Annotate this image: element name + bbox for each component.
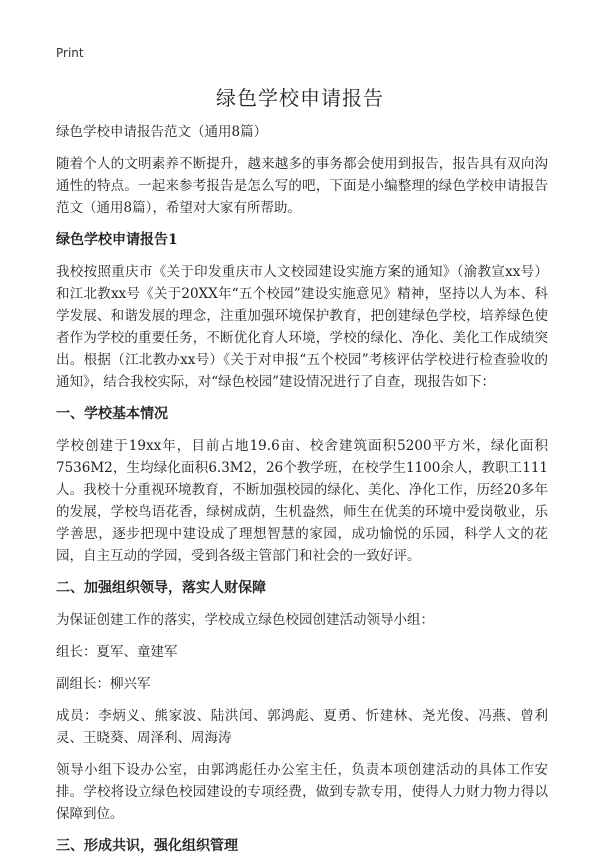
part3-heading: 三、形成共识，强化组织管理 xyxy=(56,838,238,854)
part1-heading: 一、学校基本情况 xyxy=(56,406,168,422)
document-body xyxy=(56,121,548,867)
part2-paragraph: 为保证创建工作的落实，学校成立绿色校园创建活动领导小组： xyxy=(56,612,434,628)
vice-leader-line: 副组长：柳兴军 xyxy=(56,676,151,692)
members-line: 成员：李炳义、熊家波、陆洪闰、郭鸿彪、夏勇、忻建林、尧光俊、冯燕、曾利灵、王晓葵、周泽利、周海涛 xyxy=(56,708,548,746)
part2-heading: 二、加强组织领导，落实人财保障 xyxy=(56,580,266,596)
document-subtitle: 绿色学校申请报告范文（通用8篇） xyxy=(56,124,268,140)
leader-line: 组长：夏军、童建军 xyxy=(56,644,178,660)
section-intro-paragraph: 我校按照重庆市《关于印发重庆市人文校园建设实施方案的通知》（渝教宣xx号）和江北教xx号《关于20XX年“五个校园”建设实施意见》精神，坚持以人为本、科学发展、和谐发展的理念，注重加强环境保护教育，把创建绿色学校，培养绿色使者作为学校的重要任务，不断优化育人环境，学校的绿化、净化、美化工作成绩突出。根据（江北教办xx号）《关于对申报“五个校园”考核评估学校进行检查验收的通知》，结合我校实际，对“绿色校园”建设情况进行了自查，现报告如下： xyxy=(56,264,548,390)
part1-paragraph: 学校创建于19xx年，目前占地19.6亩、校舍建筑面积5200平方米，绿化面积7536M2，生均绿化面积6.3M2，26个教学班，在校学生1100余人，教职工111人。我校十分重视环境教育，不断加强校园的绿化、美化、净化工作，历经20多年的发展，学校鸟语花香，绿树成荫，生机盎然，师生在优美的环境中爱岗敬业，乐学善思，逐步把现中建设成了理想智慧的家园，成功愉悦的乐园，科学人文的花园，自主互动的学园，受到各级主管部门和社会的一致好评。 xyxy=(56,438,548,564)
office-paragraph: 领导小组下设办公室，由郭鸿彪任办公室主任，负责本项创建活动的具体工作安排。学校将设立绿色校园建设的专项经费，做到专款专用，使得人力财力物力得以保障到位。 xyxy=(56,762,548,822)
print-link[interactable]: Print xyxy=(56,46,84,60)
section-heading: 绿色学校申请报告1 xyxy=(56,232,178,248)
intro-paragraph: 随着个人的文明素养不断提升，越来越多的事务都会使用到报告，报告具有双向沟通性的特点。一起来参考报告是怎么写的吧，下面是小编整理的绿色学校申请报告范文（通用8篇），希望对大家有所帮助。 xyxy=(56,156,548,216)
document-title: 绿色学校申请报告 xyxy=(216,86,384,110)
